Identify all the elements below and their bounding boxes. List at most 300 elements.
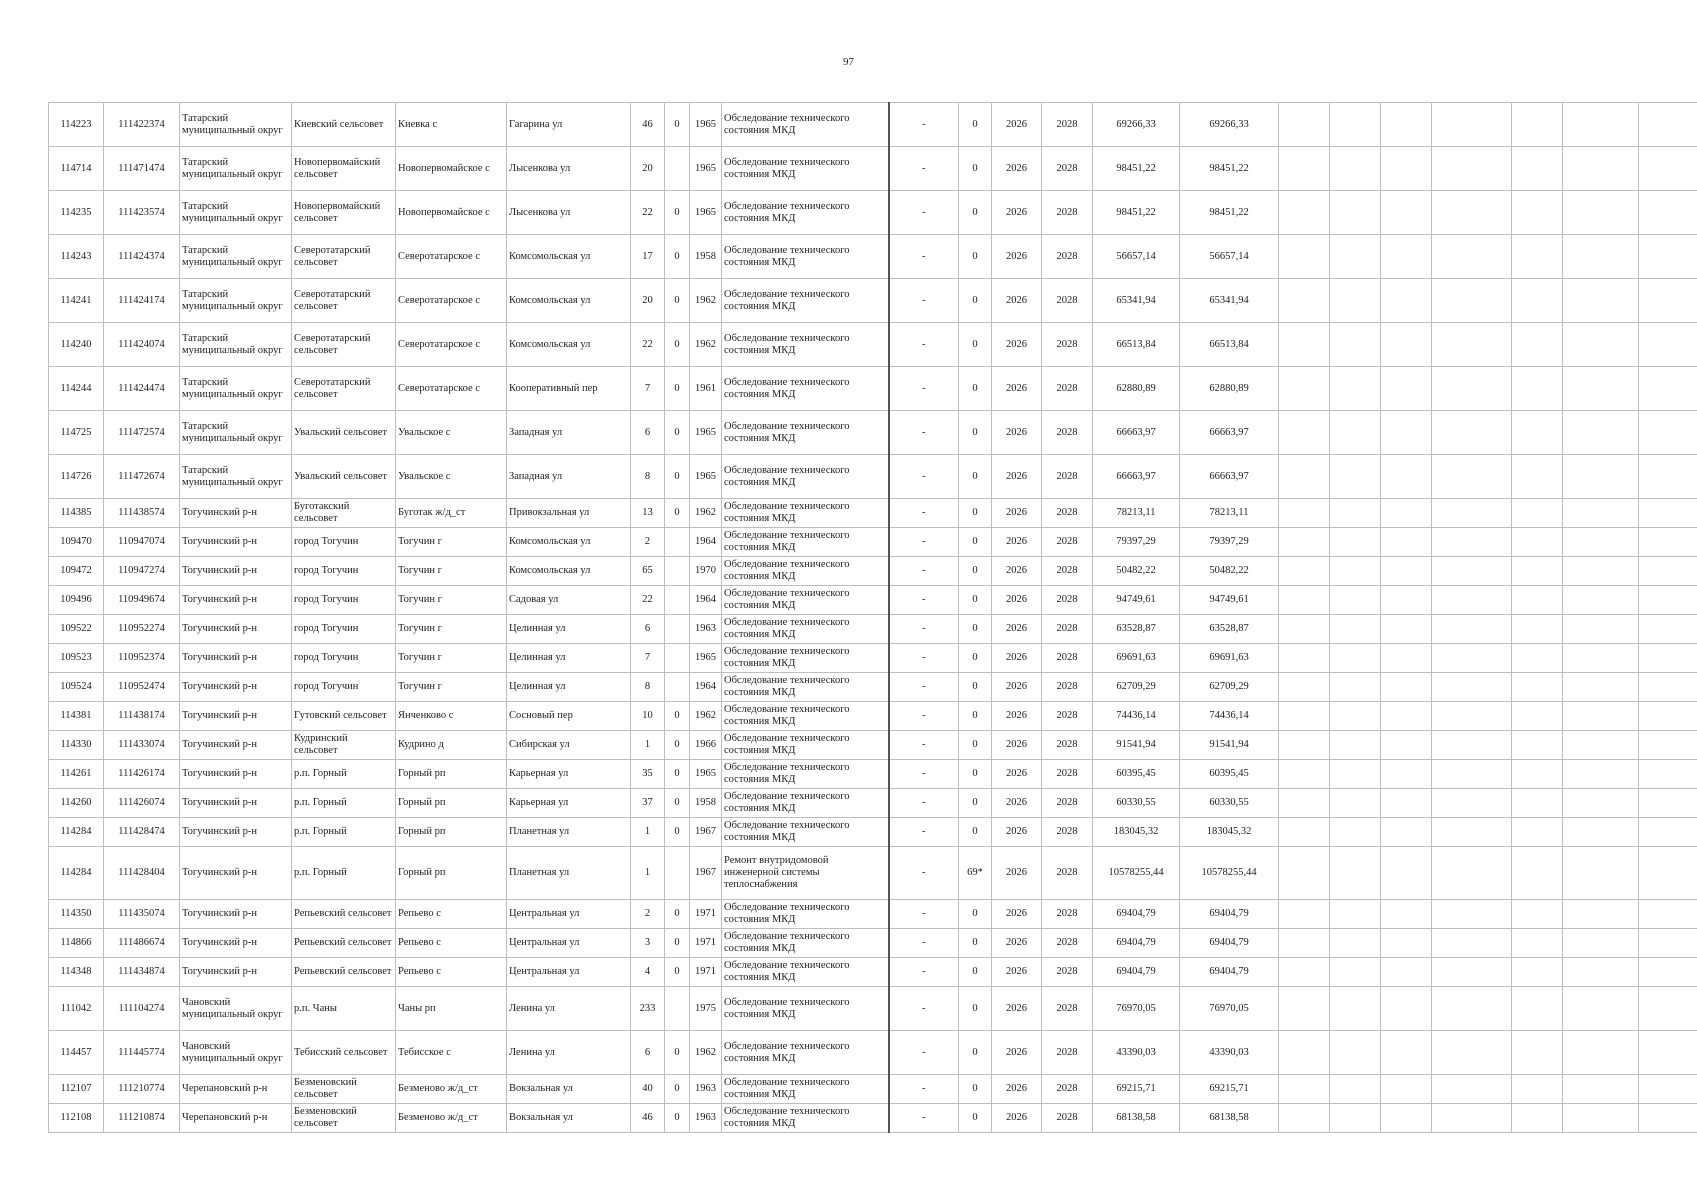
cell-end-year: 2028: [1042, 1104, 1093, 1133]
cell-settlement: Горный рп: [396, 789, 507, 818]
cell-empty: [1563, 1104, 1639, 1133]
cell-dash: -: [889, 1104, 959, 1133]
cell-empty: [1381, 673, 1432, 702]
cell-empty: [1639, 702, 1697, 731]
cell-empty: [1512, 279, 1563, 323]
cell-empty: [1639, 235, 1697, 279]
cell-municipality: город Тогучин: [292, 528, 396, 557]
cell-reg-id: 112108: [49, 1104, 104, 1133]
cell-start-year: 2026: [992, 147, 1042, 191]
cell-cost: 60395,45: [1093, 760, 1180, 789]
cell-build-year: 1965: [690, 147, 722, 191]
cell-municipality: Репьевский сельсовет: [292, 929, 396, 958]
cell-empty: [1639, 147, 1697, 191]
cell-empty: [1381, 1104, 1432, 1133]
cell-cost: 98451,22: [1093, 191, 1180, 235]
cell-municipality: Репьевский сельсовет: [292, 958, 396, 987]
cell-empty: [1330, 1075, 1381, 1104]
cell-empty: [1279, 499, 1330, 528]
table-row: [49, 147, 1697, 191]
cell-empty: [1512, 103, 1563, 147]
page-number: 97: [843, 56, 854, 68]
cell-building: 0: [665, 731, 690, 760]
cell-reg-id: 109496: [49, 586, 104, 615]
cell-work-type: Обследование технического состояния МКД: [722, 987, 889, 1031]
cell-reg-id: 114260: [49, 789, 104, 818]
cell-empty: [1279, 191, 1330, 235]
cell-build-year: 1962: [690, 279, 722, 323]
cell-dash: -: [889, 1031, 959, 1075]
cell-cost: 69404,79: [1093, 900, 1180, 929]
cell-total-cost: 60330,55: [1180, 789, 1279, 818]
cell-empty: [1563, 847, 1639, 900]
cell-empty: [1330, 557, 1381, 586]
cell-empty: [1563, 279, 1639, 323]
cell-street: Целинная ул: [507, 644, 631, 673]
cell-house-code: 111428474: [104, 818, 180, 847]
cell-empty: [1432, 499, 1512, 528]
cell-house-no: 22: [631, 586, 665, 615]
cell-empty: [1563, 987, 1639, 1031]
cell-house-code: 111471474: [104, 147, 180, 191]
cell-work-type: Обследование технического состояния МКД: [722, 147, 889, 191]
cell-dash: -: [889, 586, 959, 615]
cell-building: 0: [665, 455, 690, 499]
cell-empty: [1639, 455, 1697, 499]
cell-district: Тогучинский р-н: [180, 499, 292, 528]
cell-work-type: Обследование технического состояния МКД: [722, 528, 889, 557]
cell-settlement: Горный рп: [396, 818, 507, 847]
cell-cost: 91541,94: [1093, 731, 1180, 760]
cell-municipality: р.п. Горный: [292, 760, 396, 789]
cell-start-year: 2026: [992, 455, 1042, 499]
cell-total-cost: 69691,63: [1180, 644, 1279, 673]
cell-empty: [1279, 103, 1330, 147]
cell-settlement: Безменово ж/д_ст: [396, 1075, 507, 1104]
cell-volume: 0: [959, 818, 992, 847]
cell-volume: 69*: [959, 847, 992, 900]
cell-volume: 0: [959, 644, 992, 673]
cell-district: Тогучинский р-н: [180, 702, 292, 731]
cell-empty: [1432, 191, 1512, 235]
cell-street: Лысенкова ул: [507, 147, 631, 191]
cell-start-year: 2026: [992, 557, 1042, 586]
cell-settlement: Горный рп: [396, 847, 507, 900]
cell-district: Тогучинский р-н: [180, 586, 292, 615]
cell-start-year: 2026: [992, 847, 1042, 900]
cell-empty: [1279, 1031, 1330, 1075]
cell-house-code: 111423574: [104, 191, 180, 235]
cell-reg-id: 114350: [49, 900, 104, 929]
cell-dash: -: [889, 147, 959, 191]
cell-empty: [1639, 103, 1697, 147]
cell-reg-id: 114223: [49, 103, 104, 147]
cell-reg-id: 114284: [49, 818, 104, 847]
cell-street: Сосновый пер: [507, 702, 631, 731]
cell-street: Центральная ул: [507, 900, 631, 929]
cell-empty: [1432, 702, 1512, 731]
cell-empty: [1381, 789, 1432, 818]
cell-work-type: Обследование технического состояния МКД: [722, 191, 889, 235]
cell-start-year: 2026: [992, 987, 1042, 1031]
cell-total-cost: 62880,89: [1180, 367, 1279, 411]
cell-total-cost: 69215,71: [1180, 1075, 1279, 1104]
cell-reg-id: 114244: [49, 367, 104, 411]
cell-dash: -: [889, 958, 959, 987]
cell-empty: [1279, 847, 1330, 900]
cell-build-year: 1975: [690, 987, 722, 1031]
cell-volume: 0: [959, 900, 992, 929]
cell-empty: [1381, 411, 1432, 455]
cell-empty: [1381, 367, 1432, 411]
cell-empty: [1563, 789, 1639, 818]
cell-district: Татарский муниципальный округ: [180, 455, 292, 499]
cell-build-year: 1961: [690, 367, 722, 411]
cell-house-code: 111426174: [104, 760, 180, 789]
cell-cost: 69215,71: [1093, 1075, 1180, 1104]
cell-cost: 69266,33: [1093, 103, 1180, 147]
cell-build-year: 1965: [690, 644, 722, 673]
cell-empty: [1512, 528, 1563, 557]
cell-volume: 0: [959, 673, 992, 702]
cell-empty: [1432, 644, 1512, 673]
cell-district: Тогучинский р-н: [180, 818, 292, 847]
cell-empty: [1279, 673, 1330, 702]
cell-start-year: 2026: [992, 958, 1042, 987]
cell-municipality: Кудринский сельсовет: [292, 731, 396, 760]
cell-street: Вокзальная ул: [507, 1104, 631, 1133]
cell-empty: [1563, 147, 1639, 191]
cell-reg-id: 109472: [49, 557, 104, 586]
cell-house-no: 7: [631, 367, 665, 411]
cell-empty: [1639, 586, 1697, 615]
table-row: [49, 1075, 1697, 1104]
cell-empty: [1330, 235, 1381, 279]
table-row: [49, 615, 1697, 644]
cell-work-type: Обследование технического состояния МКД: [722, 586, 889, 615]
cell-empty: [1432, 929, 1512, 958]
cell-house-code: 111438174: [104, 702, 180, 731]
cell-empty: [1330, 987, 1381, 1031]
cell-empty: [1330, 411, 1381, 455]
cell-empty: [1639, 644, 1697, 673]
cell-district: Тогучинский р-н: [180, 644, 292, 673]
cell-empty: [1330, 929, 1381, 958]
cell-street: Планетная ул: [507, 818, 631, 847]
cell-empty: [1279, 615, 1330, 644]
cell-empty: [1563, 528, 1639, 557]
cell-empty: [1639, 760, 1697, 789]
cell-empty: [1330, 644, 1381, 673]
cell-work-type: Обследование технического состояния МКД: [722, 455, 889, 499]
cell-house-no: 4: [631, 958, 665, 987]
cell-dash: -: [889, 731, 959, 760]
cell-street: Садовая ул: [507, 586, 631, 615]
cell-house-no: 6: [631, 411, 665, 455]
cell-house-no: 3: [631, 929, 665, 958]
cell-empty: [1381, 1031, 1432, 1075]
cell-cost: 66663,97: [1093, 455, 1180, 499]
table-row: [49, 279, 1697, 323]
cell-empty: [1279, 644, 1330, 673]
cell-total-cost: 69404,79: [1180, 900, 1279, 929]
cell-empty: [1639, 528, 1697, 557]
cell-build-year: 1962: [690, 323, 722, 367]
cell-reg-id: 109524: [49, 673, 104, 702]
cell-cost: 10578255,44: [1093, 847, 1180, 900]
cell-dash: -: [889, 191, 959, 235]
cell-volume: 0: [959, 557, 992, 586]
cell-house-code: 110952374: [104, 644, 180, 673]
cell-empty: [1381, 191, 1432, 235]
cell-empty: [1563, 958, 1639, 987]
cell-street: Ленина ул: [507, 987, 631, 1031]
cell-empty: [1512, 586, 1563, 615]
cell-work-type: Обследование технического состояния МКД: [722, 818, 889, 847]
cell-empty: [1512, 789, 1563, 818]
cell-district: Татарский муниципальный округ: [180, 147, 292, 191]
cell-empty: [1639, 411, 1697, 455]
cell-house-no: 35: [631, 760, 665, 789]
cell-house-no: 6: [631, 1031, 665, 1075]
cell-building: 0: [665, 760, 690, 789]
cell-reg-id: 109523: [49, 644, 104, 673]
cell-build-year: 1970: [690, 557, 722, 586]
cell-empty: [1279, 929, 1330, 958]
cell-reg-id: 112107: [49, 1075, 104, 1104]
cell-district: Тогучинский р-н: [180, 528, 292, 557]
cell-empty: [1563, 103, 1639, 147]
cell-empty: [1279, 1104, 1330, 1133]
cell-build-year: 1971: [690, 958, 722, 987]
cell-empty: [1381, 958, 1432, 987]
cell-cost: 66513,84: [1093, 323, 1180, 367]
cell-house-code: 110947074: [104, 528, 180, 557]
cell-empty: [1279, 147, 1330, 191]
cell-street: Центральная ул: [507, 929, 631, 958]
cell-work-type: Ремонт внутридомовой инженерной системы теплоснабжения: [722, 847, 889, 900]
cell-reg-id: 114284: [49, 847, 104, 900]
cell-settlement: Увальское с: [396, 411, 507, 455]
cell-empty: [1639, 279, 1697, 323]
cell-empty: [1512, 1031, 1563, 1075]
cell-work-type: Обследование технического состояния МКД: [722, 760, 889, 789]
cell-house-code: 111472674: [104, 455, 180, 499]
cell-dash: -: [889, 987, 959, 1031]
cell-empty: [1330, 103, 1381, 147]
cell-municipality: Новопервомайский сельсовет: [292, 191, 396, 235]
cell-start-year: 2026: [992, 760, 1042, 789]
cell-municipality: р.п. Горный: [292, 789, 396, 818]
cell-empty: [1512, 760, 1563, 789]
cell-start-year: 2026: [992, 1104, 1042, 1133]
cell-empty: [1381, 760, 1432, 789]
cell-build-year: 1965: [690, 455, 722, 499]
cell-work-type: Обследование технического состояния МКД: [722, 1031, 889, 1075]
cell-volume: 0: [959, 235, 992, 279]
cell-district: Тогучинский р-н: [180, 673, 292, 702]
cell-house-no: 233: [631, 987, 665, 1031]
cell-build-year: 1958: [690, 789, 722, 818]
cell-house-code: 111434874: [104, 958, 180, 987]
cell-municipality: Северотатарский сельсовет: [292, 235, 396, 279]
cell-municipality: Киевский сельсовет: [292, 103, 396, 147]
cell-empty: [1512, 1104, 1563, 1133]
cell-start-year: 2026: [992, 900, 1042, 929]
cell-empty: [1432, 411, 1512, 455]
cell-building: [665, 586, 690, 615]
cell-cost: 60330,55: [1093, 789, 1180, 818]
cell-volume: 0: [959, 929, 992, 958]
cell-empty: [1432, 528, 1512, 557]
cell-building: 0: [665, 900, 690, 929]
cell-building: [665, 557, 690, 586]
cell-empty: [1381, 644, 1432, 673]
cell-cost: 98451,22: [1093, 147, 1180, 191]
cell-total-cost: 74436,14: [1180, 702, 1279, 731]
cell-volume: 0: [959, 1075, 992, 1104]
cell-house-code: 111428404: [104, 847, 180, 900]
cell-house-no: 40: [631, 1075, 665, 1104]
cell-start-year: 2026: [992, 1075, 1042, 1104]
table-row: [49, 528, 1697, 557]
cell-municipality: город Тогучин: [292, 673, 396, 702]
cell-house-no: 7: [631, 644, 665, 673]
cell-settlement: Репьево с: [396, 958, 507, 987]
cell-end-year: 2028: [1042, 235, 1093, 279]
cell-empty: [1279, 367, 1330, 411]
cell-empty: [1381, 279, 1432, 323]
table-row: [49, 731, 1697, 760]
cell-district: Татарский муниципальный округ: [180, 103, 292, 147]
cell-empty: [1381, 615, 1432, 644]
cell-cost: 43390,03: [1093, 1031, 1180, 1075]
cell-empty: [1381, 147, 1432, 191]
cell-house-code: 111424474: [104, 367, 180, 411]
cell-empty: [1432, 789, 1512, 818]
cell-volume: 0: [959, 702, 992, 731]
cell-house-no: 22: [631, 191, 665, 235]
cell-house-code: 111472574: [104, 411, 180, 455]
cell-cost: 94749,61: [1093, 586, 1180, 615]
cell-start-year: 2026: [992, 789, 1042, 818]
cell-municipality: Безменовский сельсовет: [292, 1075, 396, 1104]
cell-municipality: р.п. Горный: [292, 847, 396, 900]
cell-street: Центральная ул: [507, 958, 631, 987]
cell-build-year: 1962: [690, 702, 722, 731]
cell-settlement: Тогучин г: [396, 528, 507, 557]
cell-empty: [1512, 499, 1563, 528]
cell-building: 0: [665, 702, 690, 731]
cell-work-type: Обследование технического состояния МКД: [722, 673, 889, 702]
cell-empty: [1381, 731, 1432, 760]
cell-empty: [1279, 987, 1330, 1031]
cell-volume: 0: [959, 1031, 992, 1075]
cell-dash: -: [889, 367, 959, 411]
cell-dash: -: [889, 789, 959, 818]
cell-building: 0: [665, 367, 690, 411]
cell-empty: [1432, 323, 1512, 367]
cell-house-no: 2: [631, 900, 665, 929]
cell-total-cost: 65341,94: [1180, 279, 1279, 323]
cell-total-cost: 60395,45: [1180, 760, 1279, 789]
cell-district: Тогучинский р-н: [180, 847, 292, 900]
cell-start-year: 2026: [992, 367, 1042, 411]
cell-empty: [1512, 731, 1563, 760]
cell-cost: 69691,63: [1093, 644, 1180, 673]
cell-building: 0: [665, 1031, 690, 1075]
cell-building: 0: [665, 929, 690, 958]
cell-empty: [1639, 987, 1697, 1031]
cell-work-type: Обследование технического состояния МКД: [722, 103, 889, 147]
table-row: [49, 499, 1697, 528]
cell-volume: 0: [959, 789, 992, 818]
cell-district: Чановский муниципальный округ: [180, 987, 292, 1031]
cell-end-year: 2028: [1042, 586, 1093, 615]
cell-street: Кооперативный пер: [507, 367, 631, 411]
cell-empty: [1330, 147, 1381, 191]
cell-empty: [1279, 760, 1330, 789]
cell-cost: 65341,94: [1093, 279, 1180, 323]
cell-district: Чановский муниципальный округ: [180, 1031, 292, 1075]
cell-empty: [1279, 958, 1330, 987]
cell-street: Западная ул: [507, 411, 631, 455]
cell-cost: 62709,29: [1093, 673, 1180, 702]
cell-build-year: 1963: [690, 1075, 722, 1104]
cell-work-type: Обследование технического состояния МКД: [722, 929, 889, 958]
cell-settlement: Репьево с: [396, 900, 507, 929]
cell-empty: [1512, 673, 1563, 702]
cell-cost: 76970,05: [1093, 987, 1180, 1031]
cell-start-year: 2026: [992, 323, 1042, 367]
cell-municipality: Северотатарский сельсовет: [292, 367, 396, 411]
cell-total-cost: 69266,33: [1180, 103, 1279, 147]
cell-district: Тогучинский р-н: [180, 731, 292, 760]
cell-empty: [1330, 528, 1381, 557]
cell-empty: [1639, 615, 1697, 644]
cell-total-cost: 69404,79: [1180, 929, 1279, 958]
table-row: [49, 455, 1697, 499]
cell-settlement: Северотатарское с: [396, 323, 507, 367]
cell-house-no: 46: [631, 103, 665, 147]
cell-house-no: 22: [631, 323, 665, 367]
cell-house-code: 111426074: [104, 789, 180, 818]
cell-empty: [1512, 702, 1563, 731]
cell-dash: -: [889, 1075, 959, 1104]
cell-work-type: Обследование технического состояния МКД: [722, 323, 889, 367]
cell-total-cost: 43390,03: [1180, 1031, 1279, 1075]
cell-settlement: Новопервомайское с: [396, 191, 507, 235]
cell-street: Карьерная ул: [507, 789, 631, 818]
cell-dash: -: [889, 818, 959, 847]
table-row: [49, 958, 1697, 987]
cell-empty: [1432, 147, 1512, 191]
cell-total-cost: 76970,05: [1180, 987, 1279, 1031]
cell-empty: [1639, 929, 1697, 958]
cell-start-year: 2026: [992, 586, 1042, 615]
cell-work-type: Обследование технического состояния МКД: [722, 1104, 889, 1133]
cell-building: [665, 147, 690, 191]
cell-district: Черепановский р-н: [180, 1075, 292, 1104]
cell-build-year: 1967: [690, 847, 722, 900]
cell-empty: [1563, 586, 1639, 615]
cell-settlement: Тебисское с: [396, 1031, 507, 1075]
cell-empty: [1330, 789, 1381, 818]
cell-empty: [1432, 235, 1512, 279]
cell-house-no: 65: [631, 557, 665, 586]
cell-reg-id: 114725: [49, 411, 104, 455]
cell-dash: -: [889, 411, 959, 455]
